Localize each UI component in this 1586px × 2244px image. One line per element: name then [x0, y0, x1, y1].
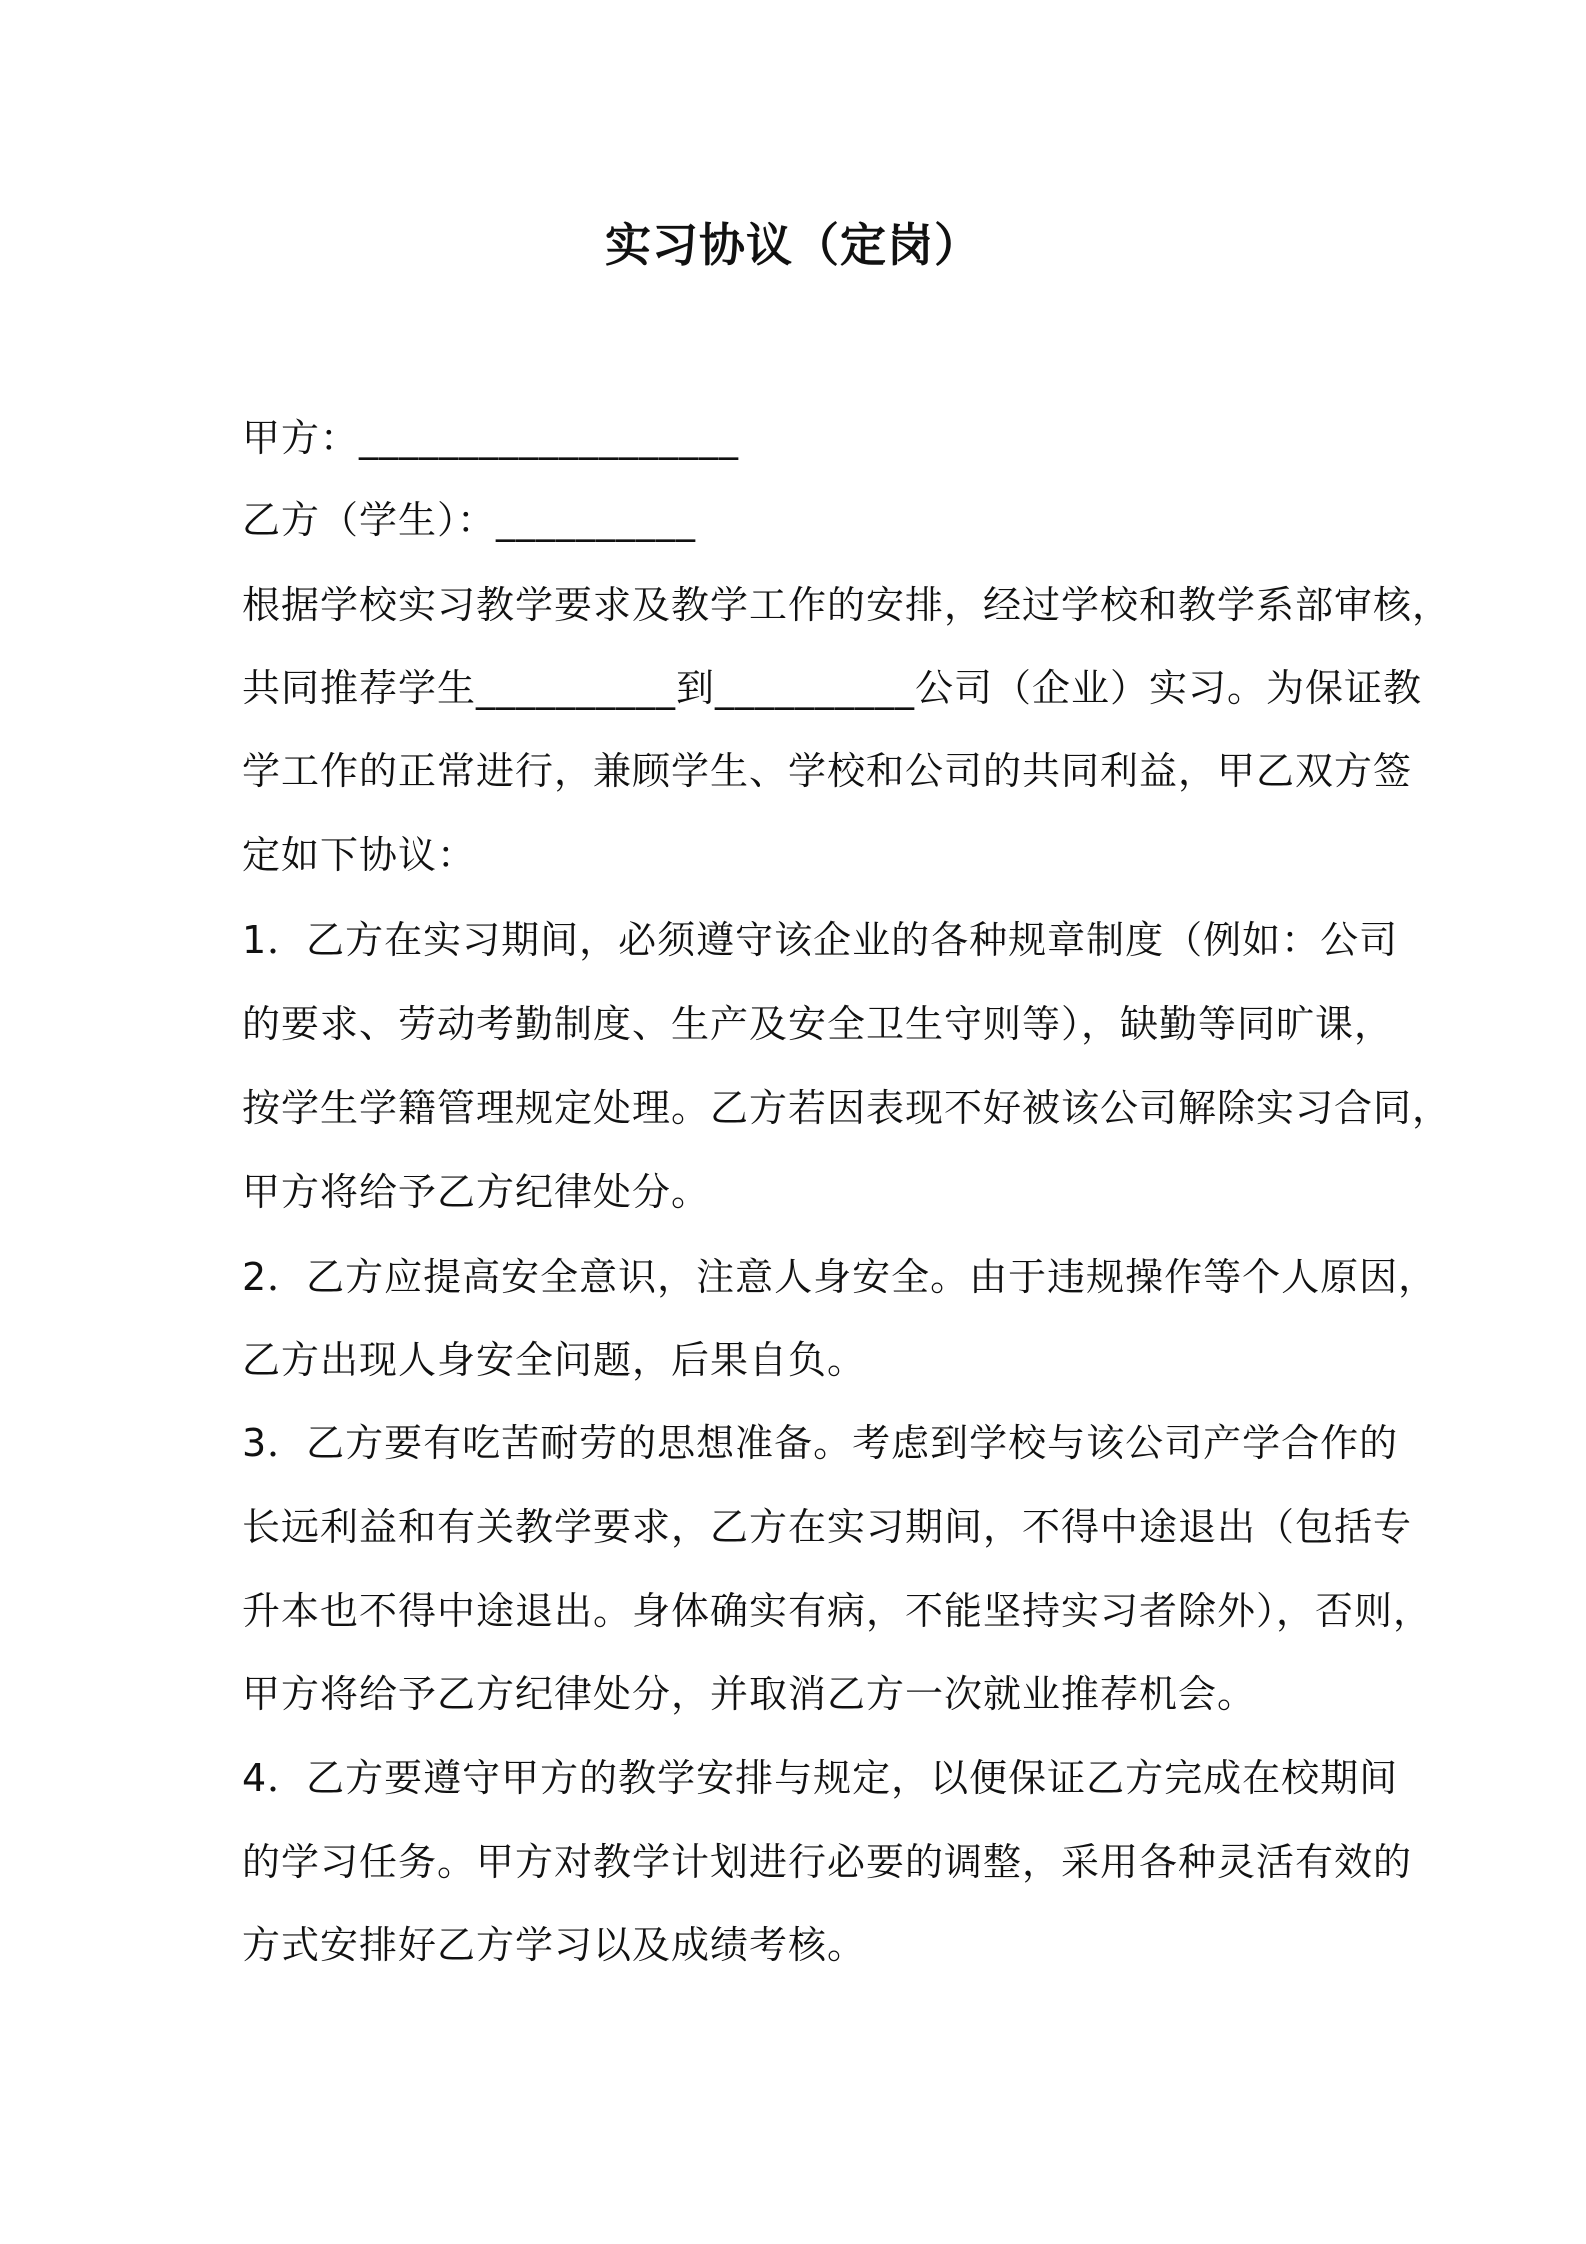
clause-1-line-1: 1．乙方在实习期间，必须遵守该企业的各种规章制度（例如：公司	[242, 918, 1399, 962]
clause-3-line-2: 长远利益和有关教学要求，乙方在实习期间，不得中途退出（包括专	[242, 1505, 1413, 1549]
clause-3-line-3: 升本也不得中途退出。身体确实有病，不能坚持实习者除外），否则，	[242, 1589, 1433, 1633]
clause-2-line-2: 乙方出现人身安全问题，后果自负。	[242, 1338, 867, 1382]
intro-line-1: 根据学校实习教学要求及教学工作的安排，经过学校和教学系部审核，	[242, 583, 1452, 627]
clause-1-line-4: 甲方将给予乙方纪律处分。	[242, 1170, 711, 1214]
intro-line-3: 学工作的正常进行，兼顾学生、学校和公司的共同利益，甲乙双方签	[242, 749, 1413, 793]
clause-4-line-3: 方式安排好乙方学习以及成绩考核。	[242, 1923, 867, 1967]
clause-1-line-2: 的要求、劳动考勤制度、生产及安全卫生守则等），缺勤等同旷课，	[242, 1002, 1394, 1046]
document-title: 实习协议（定岗）	[605, 218, 981, 272]
clause-1-line-3: 按学生学籍管理规定处理。乙方若因表现不好被该公司解除实习合同，	[242, 1086, 1452, 1130]
clause-2-line-1: 2．乙方应提高安全意识，注意人身安全。由于违规操作等个人原因，	[242, 1255, 1438, 1299]
clause-4-line-2: 的学习任务。甲方对教学计划进行必要的调整，采用各种灵活有效的	[242, 1840, 1413, 1884]
clause-3-line-1: 3．乙方要有吃苦耐劳的思想准备。考虑到学校与该公司产学合作的	[242, 1421, 1399, 1465]
intro-line-2: 共同推荐学生__________到__________公司（企业）实习。为保证教	[242, 666, 1423, 710]
intro-line-4: 定如下协议：	[242, 833, 477, 877]
clause-3-line-4: 甲方将给予乙方纪律处分，并取消乙方一次就业推荐机会。	[242, 1672, 1257, 1716]
party-b-line: 乙方（学生）：__________	[242, 498, 697, 542]
clause-4-line-1: 4．乙方要遵守甲方的教学安排与规定，以便保证乙方完成在校期间	[242, 1756, 1399, 1800]
party-a-line: 甲方：___________________	[242, 416, 740, 460]
